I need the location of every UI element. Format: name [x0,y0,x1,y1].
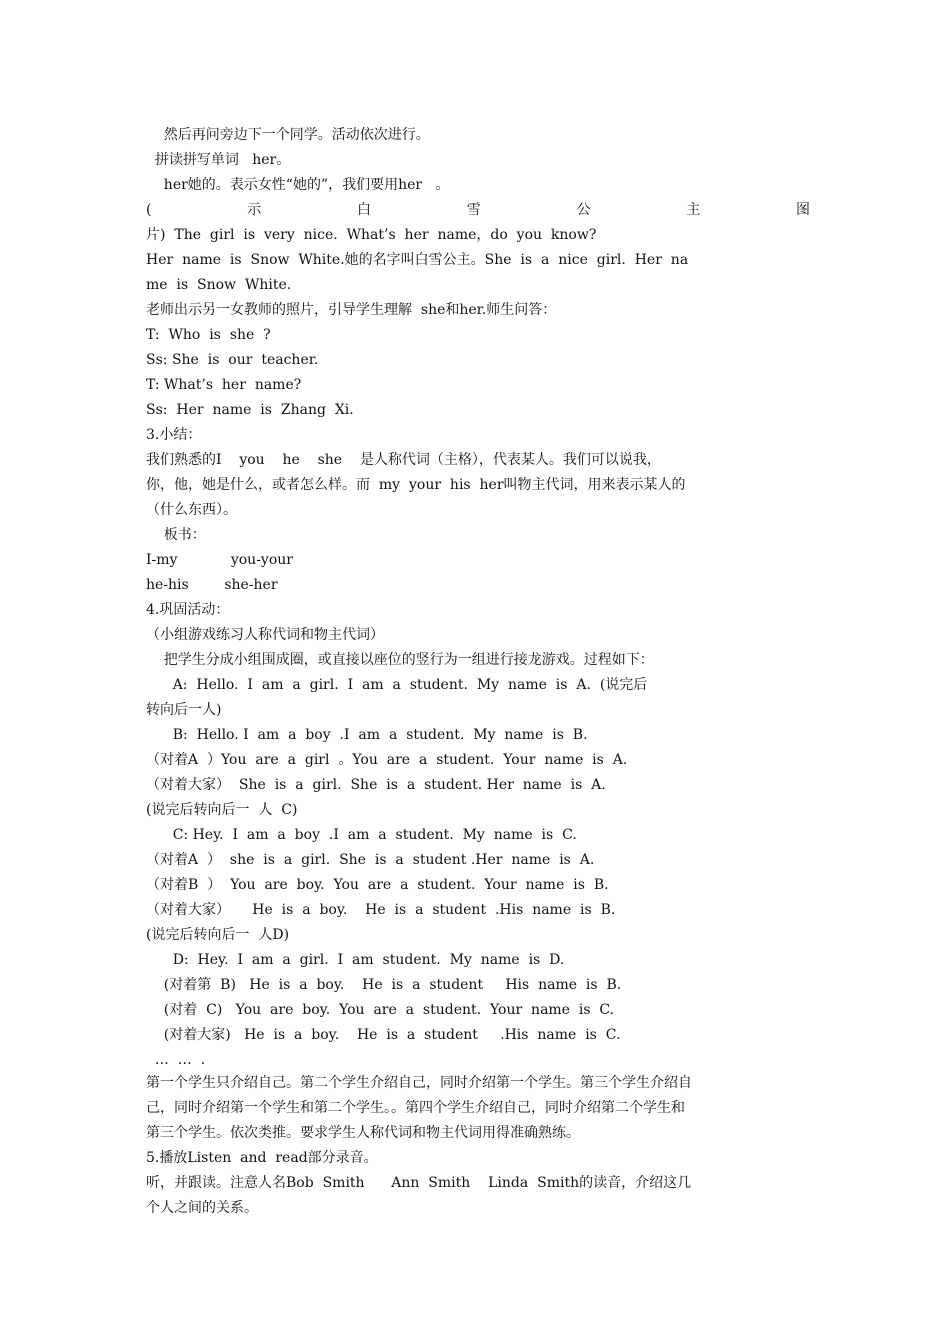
text-line: 你，他，她是什么，或者怎么样。而 my your his her叫物主代词，用来表示某人的 [146,477,686,493]
justified-line [146,200,810,220]
text-line: 板书： [146,527,206,543]
text-line: （对着A ） she is a girl. She is a student .Her name is A. [146,852,595,868]
text-line: （什么东西）。 [146,502,237,518]
text-line: 转向后一人) [146,702,222,718]
text-line: (说完后转向后一 人 C) [146,802,298,818]
text-line: 3.小结： [146,427,202,443]
text-line: me is Snow White. [146,277,292,293]
text-line: 老师出示另一女教师的照片，引导学生理解 she和her.师生问答： [146,302,557,318]
text-line: （小组游戏练习人称代词和物主代词） [146,627,384,643]
text-line: I-my you-your [146,552,293,568]
text-line: 听，并跟读。注意人名Bob Smith Ann Smith Linda Smith的读音，介绍这几 [146,1175,692,1191]
text-line: 我们熟悉的I you he she 是人称代词（主格），代表某人。我们可以说我， [146,452,661,468]
text-line: B: Hello. I am a boy .I am a student. My name is B. [146,727,588,743]
text-line: （对着B ） You are boy. You are a student. Your name is B. [146,877,609,893]
text-line: 己，同时介绍第一个学生和第二个学生。。第四个学生介绍自己，同时介绍第二个学生和 [146,1100,685,1116]
text-line: (对着大家) He is a boy. He is a student .His name is C. [146,1027,621,1043]
text-line: he-his she-her [146,577,278,593]
text-line: （对着大家） He is a boy. He is a student .His name is B. [146,902,616,918]
text-line: C: Hey. I am a boy .I am a student. My name is C. [146,827,577,843]
text-line: T: What’s her name? [146,377,302,393]
text-line: D: Hey. I am a girl. I am student. My name is D. [146,952,565,968]
text-line: 把学生分成小组围成圈，或直接以座位的竖行为一组进行接龙游戏。过程如下： [146,652,654,668]
justified-word: 雪 [466,202,481,218]
text-line: (对着第 B) He is a boy. He is a student His name is B. [146,977,622,993]
text-line: （对着A ）You are a girl 。You are a student. Your name is A. [146,752,628,768]
text-line: 拼读拼写单词 her。 [146,152,291,168]
text-line: （对着大家） She is a girl. She is a student. Her name is A. [146,777,606,793]
text-line: 4.巩固活动： [146,602,230,618]
text-line: Ss: Her name is Zhang Xi. [146,402,354,418]
justified-word: 主 [686,202,701,218]
justified-word: 示 [247,202,262,218]
text-line: 第一个学生只介绍自己。第二个学生介绍自己，同时介绍第一个学生。第三个学生介绍自 [146,1075,692,1091]
justified-word: 公 [576,202,591,218]
justified-word: ( [146,202,152,218]
text-line: her她的。表示女性“她的”，我们要用her 。 [146,177,450,193]
text-line: … … . [146,1052,206,1068]
justified-word: 白 [356,202,371,218]
text-line: 然后再问旁边下一个同学。活动依次进行。 [146,127,430,143]
text-line: (对着 C) You are boy. You are a student. Your name is C. [146,1002,615,1018]
text-line: 5.播放Listen and read部分录音。 [146,1150,378,1166]
text-line: A: Hello. I am a girl. I am a student. My name is A. (说完后 [146,677,648,693]
text-line: 片) The girl is very nice. What’s her name，do you know? [146,227,597,243]
text-line: T: Who is she ? [146,327,271,343]
text-line: Her name is Snow White.她的名字叫白雪公主。She is a nice girl. Her na [146,252,689,268]
text-line: 个人之间的关系。 [146,1200,258,1216]
text-line: 第三个学生。依次类推。要求学生人称代词和物主代词用得准确熟练。 [146,1125,580,1141]
text-line: Ss: She is our teacher. [146,352,319,368]
text-line: (说完后转向后一 人D) [146,927,290,943]
justified-word: 图 [795,202,810,218]
